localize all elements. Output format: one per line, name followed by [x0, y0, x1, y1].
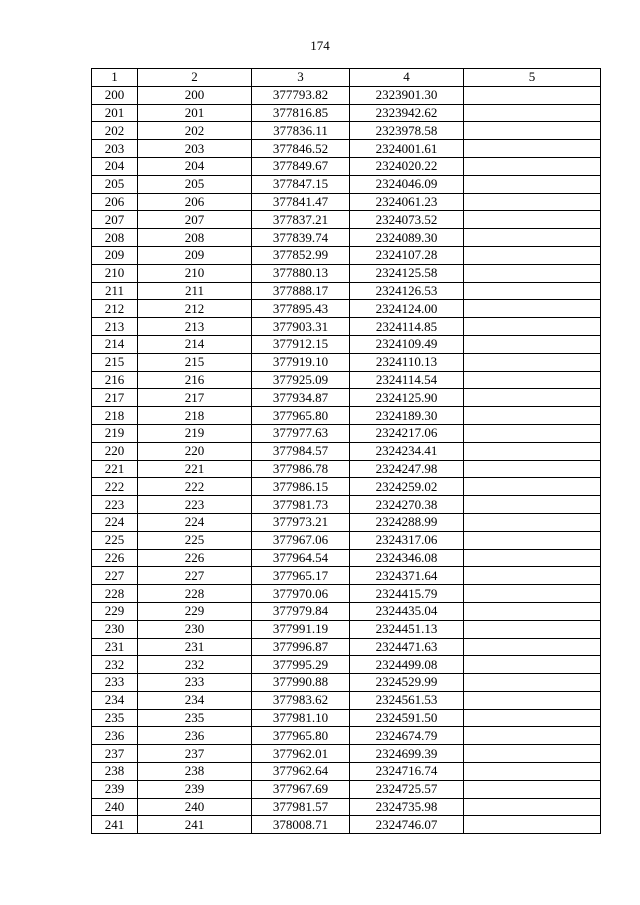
note-cell — [464, 531, 601, 549]
table-row — [92, 175, 601, 193]
note-cell — [464, 175, 601, 193]
note-cell — [464, 300, 601, 318]
table-row — [92, 104, 601, 122]
column-header-3: 3 — [252, 69, 350, 87]
x-coordinate-cell: 377986.15 — [252, 478, 350, 496]
y-coordinate-cell: 2324124.00 — [350, 300, 464, 318]
point-id-cell: 214 — [138, 335, 252, 353]
point-number-cell: 240 — [92, 798, 138, 816]
point-number-cell: 205 — [92, 175, 138, 193]
note-cell — [464, 211, 601, 229]
note-cell — [464, 407, 601, 425]
note-cell — [464, 104, 601, 122]
note-cell — [464, 674, 601, 692]
note-cell — [464, 442, 601, 460]
y-coordinate-cell: 2323942.62 — [350, 104, 464, 122]
point-id-cell: 208 — [138, 229, 252, 247]
y-coordinate-cell: 2324114.54 — [350, 371, 464, 389]
x-coordinate-cell: 377880.13 — [252, 264, 350, 282]
note-cell — [464, 264, 601, 282]
x-coordinate-cell: 377925.09 — [252, 371, 350, 389]
table-row — [92, 620, 601, 638]
point-id-cell: 201 — [138, 104, 252, 122]
point-id-cell: 225 — [138, 531, 252, 549]
point-number-cell: 236 — [92, 727, 138, 745]
point-number-cell: 208 — [92, 229, 138, 247]
point-id-cell: 231 — [138, 638, 252, 656]
point-number-cell: 219 — [92, 424, 138, 442]
point-number-cell: 209 — [92, 246, 138, 264]
x-coordinate-cell: 377816.85 — [252, 104, 350, 122]
point-id-cell: 213 — [138, 318, 252, 336]
table-row — [92, 122, 601, 140]
point-id-cell: 200 — [138, 86, 252, 104]
point-number-cell: 234 — [92, 691, 138, 709]
y-coordinate-cell: 2324110.13 — [350, 353, 464, 371]
y-coordinate-cell: 2324471.63 — [350, 638, 464, 656]
y-coordinate-cell: 2324288.99 — [350, 513, 464, 531]
point-id-cell: 227 — [138, 567, 252, 585]
y-coordinate-cell: 2324270.38 — [350, 496, 464, 514]
point-id-cell: 207 — [138, 211, 252, 229]
point-id-cell: 209 — [138, 246, 252, 264]
point-id-cell: 235 — [138, 709, 252, 727]
note-cell — [464, 620, 601, 638]
note-cell — [464, 140, 601, 158]
point-number-cell: 200 — [92, 86, 138, 104]
table-row — [92, 86, 601, 104]
note-cell — [464, 353, 601, 371]
point-number-cell: 227 — [92, 567, 138, 585]
y-coordinate-cell: 2324317.06 — [350, 531, 464, 549]
point-number-cell: 224 — [92, 513, 138, 531]
table-row — [92, 478, 601, 496]
coordinates-table — [91, 68, 601, 834]
x-coordinate-cell: 377990.88 — [252, 674, 350, 692]
y-coordinate-cell: 2324415.79 — [350, 585, 464, 603]
table-header-row — [92, 69, 601, 87]
point-id-cell: 215 — [138, 353, 252, 371]
table-row — [92, 193, 601, 211]
x-coordinate-cell: 377977.63 — [252, 424, 350, 442]
point-number-cell: 223 — [92, 496, 138, 514]
x-coordinate-cell: 378008.71 — [252, 816, 350, 834]
table-row — [92, 140, 601, 158]
y-coordinate-cell: 2324125.58 — [350, 264, 464, 282]
point-number-cell: 221 — [92, 460, 138, 478]
y-coordinate-cell: 2324561.53 — [350, 691, 464, 709]
y-coordinate-cell: 2324259.02 — [350, 478, 464, 496]
table-row — [92, 691, 601, 709]
column-header-2: 2 — [138, 69, 252, 87]
note-cell — [464, 478, 601, 496]
x-coordinate-cell: 377837.21 — [252, 211, 350, 229]
y-coordinate-cell: 2324114.85 — [350, 318, 464, 336]
table-row — [92, 157, 601, 175]
point-id-cell: 239 — [138, 780, 252, 798]
table-row — [92, 798, 601, 816]
y-coordinate-cell: 2324735.98 — [350, 798, 464, 816]
table-row — [92, 407, 601, 425]
x-coordinate-cell: 377981.10 — [252, 709, 350, 727]
y-coordinate-cell: 2324674.79 — [350, 727, 464, 745]
point-id-cell: 230 — [138, 620, 252, 638]
table-row — [92, 638, 601, 656]
note-cell — [464, 585, 601, 603]
note-cell — [464, 798, 601, 816]
note-cell — [464, 335, 601, 353]
table-row — [92, 246, 601, 264]
table-row — [92, 424, 601, 442]
point-number-cell: 215 — [92, 353, 138, 371]
point-number-cell: 229 — [92, 602, 138, 620]
point-number-cell: 203 — [92, 140, 138, 158]
y-coordinate-cell: 2324435.04 — [350, 602, 464, 620]
point-id-cell: 238 — [138, 763, 252, 781]
table-row — [92, 727, 601, 745]
note-cell — [464, 229, 601, 247]
table-row — [92, 353, 601, 371]
x-coordinate-cell: 377962.01 — [252, 745, 350, 763]
note-cell — [464, 246, 601, 264]
note-cell — [464, 656, 601, 674]
y-coordinate-cell: 2324499.08 — [350, 656, 464, 674]
x-coordinate-cell: 377981.57 — [252, 798, 350, 816]
note-cell — [464, 86, 601, 104]
note-cell — [464, 816, 601, 834]
x-coordinate-cell: 377984.57 — [252, 442, 350, 460]
point-number-cell: 201 — [92, 104, 138, 122]
point-id-cell: 224 — [138, 513, 252, 531]
table-row — [92, 513, 601, 531]
table-row — [92, 371, 601, 389]
x-coordinate-cell: 377970.06 — [252, 585, 350, 603]
table-row — [92, 567, 601, 585]
table-row — [92, 602, 601, 620]
point-number-cell: 231 — [92, 638, 138, 656]
y-coordinate-cell: 2324217.06 — [350, 424, 464, 442]
table-row — [92, 442, 601, 460]
table-row — [92, 496, 601, 514]
x-coordinate-cell: 377964.54 — [252, 549, 350, 567]
point-id-cell: 205 — [138, 175, 252, 193]
point-id-cell: 233 — [138, 674, 252, 692]
point-number-cell: 220 — [92, 442, 138, 460]
point-number-cell: 217 — [92, 389, 138, 407]
point-number-cell: 228 — [92, 585, 138, 603]
point-number-cell: 210 — [92, 264, 138, 282]
table-row — [92, 264, 601, 282]
point-id-cell: 212 — [138, 300, 252, 318]
point-id-cell: 240 — [138, 798, 252, 816]
x-coordinate-cell: 377846.52 — [252, 140, 350, 158]
y-coordinate-cell: 2324699.39 — [350, 745, 464, 763]
point-id-cell: 223 — [138, 496, 252, 514]
note-cell — [464, 549, 601, 567]
point-id-cell: 203 — [138, 140, 252, 158]
table-row — [92, 549, 601, 567]
note-cell — [464, 193, 601, 211]
note-cell — [464, 709, 601, 727]
point-id-cell: 222 — [138, 478, 252, 496]
note-cell — [464, 763, 601, 781]
table-row — [92, 282, 601, 300]
column-header-4: 4 — [350, 69, 464, 87]
y-coordinate-cell: 2323901.30 — [350, 86, 464, 104]
point-number-cell: 202 — [92, 122, 138, 140]
x-coordinate-cell: 377967.06 — [252, 531, 350, 549]
point-number-cell: 204 — [92, 157, 138, 175]
note-cell — [464, 157, 601, 175]
x-coordinate-cell: 377962.64 — [252, 763, 350, 781]
note-cell — [464, 496, 601, 514]
table-row — [92, 389, 601, 407]
point-number-cell: 214 — [92, 335, 138, 353]
table-body — [92, 86, 601, 833]
note-cell — [464, 727, 601, 745]
x-coordinate-cell: 377852.99 — [252, 246, 350, 264]
point-number-cell: 232 — [92, 656, 138, 674]
point-id-cell: 236 — [138, 727, 252, 745]
table-row — [92, 674, 601, 692]
x-coordinate-cell: 377967.69 — [252, 780, 350, 798]
x-coordinate-cell: 377888.17 — [252, 282, 350, 300]
y-coordinate-cell: 2324746.07 — [350, 816, 464, 834]
table-row — [92, 656, 601, 674]
y-coordinate-cell: 2324089.30 — [350, 229, 464, 247]
table-row — [92, 816, 601, 834]
point-id-cell: 241 — [138, 816, 252, 834]
y-coordinate-cell: 2324020.22 — [350, 157, 464, 175]
x-coordinate-cell: 377973.21 — [252, 513, 350, 531]
point-number-cell: 206 — [92, 193, 138, 211]
y-coordinate-cell: 2324125.90 — [350, 389, 464, 407]
y-coordinate-cell: 2324716.74 — [350, 763, 464, 781]
point-id-cell: 221 — [138, 460, 252, 478]
x-coordinate-cell: 377996.87 — [252, 638, 350, 656]
y-coordinate-cell: 2324073.52 — [350, 211, 464, 229]
note-cell — [464, 371, 601, 389]
point-id-cell: 210 — [138, 264, 252, 282]
column-header-1: 1 — [92, 69, 138, 87]
x-coordinate-cell: 377983.62 — [252, 691, 350, 709]
x-coordinate-cell: 377965.17 — [252, 567, 350, 585]
point-number-cell: 237 — [92, 745, 138, 763]
table-row — [92, 780, 601, 798]
x-coordinate-cell: 377981.73 — [252, 496, 350, 514]
page-number: 174 — [310, 38, 330, 53]
point-id-cell: 237 — [138, 745, 252, 763]
point-number-cell: 225 — [92, 531, 138, 549]
note-cell — [464, 602, 601, 620]
y-coordinate-cell: 2324046.09 — [350, 175, 464, 193]
table-row — [92, 335, 601, 353]
point-id-cell: 220 — [138, 442, 252, 460]
point-id-cell: 211 — [138, 282, 252, 300]
x-coordinate-cell: 377912.15 — [252, 335, 350, 353]
table-row — [92, 460, 601, 478]
y-coordinate-cell: 2324107.28 — [350, 246, 464, 264]
table-row — [92, 709, 601, 727]
x-coordinate-cell: 377986.78 — [252, 460, 350, 478]
note-cell — [464, 567, 601, 585]
point-number-cell: 213 — [92, 318, 138, 336]
table-row — [92, 300, 601, 318]
note-cell — [464, 460, 601, 478]
note-cell — [464, 691, 601, 709]
x-coordinate-cell: 377979.84 — [252, 602, 350, 620]
point-id-cell: 229 — [138, 602, 252, 620]
x-coordinate-cell: 377847.15 — [252, 175, 350, 193]
y-coordinate-cell: 2324001.61 — [350, 140, 464, 158]
note-cell — [464, 745, 601, 763]
y-coordinate-cell: 2324247.98 — [350, 460, 464, 478]
y-coordinate-cell: 2324529.99 — [350, 674, 464, 692]
y-coordinate-cell: 2323978.58 — [350, 122, 464, 140]
point-number-cell: 226 — [92, 549, 138, 567]
point-id-cell: 228 — [138, 585, 252, 603]
point-number-cell: 238 — [92, 763, 138, 781]
x-coordinate-cell: 377934.87 — [252, 389, 350, 407]
table-row — [92, 318, 601, 336]
y-coordinate-cell: 2324234.41 — [350, 442, 464, 460]
note-cell — [464, 424, 601, 442]
x-coordinate-cell: 377793.82 — [252, 86, 350, 104]
point-id-cell: 202 — [138, 122, 252, 140]
note-cell — [464, 389, 601, 407]
x-coordinate-cell: 377965.80 — [252, 727, 350, 745]
note-cell — [464, 122, 601, 140]
note-cell — [464, 318, 601, 336]
table-row — [92, 229, 601, 247]
point-id-cell: 217 — [138, 389, 252, 407]
point-number-cell: 211 — [92, 282, 138, 300]
y-coordinate-cell: 2324126.53 — [350, 282, 464, 300]
note-cell — [464, 638, 601, 656]
x-coordinate-cell: 377849.67 — [252, 157, 350, 175]
y-coordinate-cell: 2324591.50 — [350, 709, 464, 727]
point-id-cell: 226 — [138, 549, 252, 567]
point-number-cell: 222 — [92, 478, 138, 496]
point-id-cell: 218 — [138, 407, 252, 425]
y-coordinate-cell: 2324371.64 — [350, 567, 464, 585]
x-coordinate-cell: 377903.31 — [252, 318, 350, 336]
note-cell — [464, 513, 601, 531]
table-row — [92, 585, 601, 603]
x-coordinate-cell: 377836.11 — [252, 122, 350, 140]
point-number-cell: 233 — [92, 674, 138, 692]
x-coordinate-cell: 377895.43 — [252, 300, 350, 318]
y-coordinate-cell: 2324725.57 — [350, 780, 464, 798]
table-row — [92, 211, 601, 229]
point-id-cell: 234 — [138, 691, 252, 709]
point-number-cell: 239 — [92, 780, 138, 798]
y-coordinate-cell: 2324346.08 — [350, 549, 464, 567]
x-coordinate-cell: 377841.47 — [252, 193, 350, 211]
x-coordinate-cell: 377991.19 — [252, 620, 350, 638]
x-coordinate-cell: 377919.10 — [252, 353, 350, 371]
point-number-cell: 218 — [92, 407, 138, 425]
column-header-5: 5 — [464, 69, 601, 87]
table-row — [92, 531, 601, 549]
y-coordinate-cell: 2324061.23 — [350, 193, 464, 211]
point-number-cell: 230 — [92, 620, 138, 638]
point-id-cell: 216 — [138, 371, 252, 389]
y-coordinate-cell: 2324451.13 — [350, 620, 464, 638]
y-coordinate-cell: 2324109.49 — [350, 335, 464, 353]
x-coordinate-cell: 377839.74 — [252, 229, 350, 247]
point-number-cell: 241 — [92, 816, 138, 834]
x-coordinate-cell: 377965.80 — [252, 407, 350, 425]
table-row — [92, 763, 601, 781]
note-cell — [464, 282, 601, 300]
x-coordinate-cell: 377995.29 — [252, 656, 350, 674]
point-id-cell: 204 — [138, 157, 252, 175]
point-id-cell: 219 — [138, 424, 252, 442]
y-coordinate-cell: 2324189.30 — [350, 407, 464, 425]
point-number-cell: 216 — [92, 371, 138, 389]
point-number-cell: 212 — [92, 300, 138, 318]
point-id-cell: 232 — [138, 656, 252, 674]
note-cell — [464, 780, 601, 798]
point-number-cell: 235 — [92, 709, 138, 727]
point-id-cell: 206 — [138, 193, 252, 211]
table-row — [92, 745, 601, 763]
point-number-cell: 207 — [92, 211, 138, 229]
